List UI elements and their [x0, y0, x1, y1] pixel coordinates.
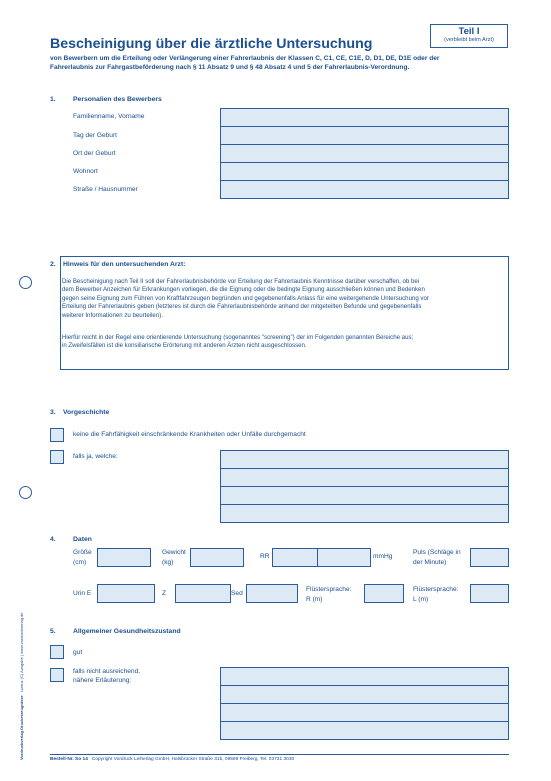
notice-line: dem Bewerber Anzeichen für Erkrankungen vorliegen, die die Eignung oder die bedingte Eignung ausschließen können und Bedenken — [62, 286, 425, 294]
illness-detail-field-3[interactable] — [220, 486, 509, 505]
section-3-title: Vorgeschichte — [63, 409, 110, 416]
blood-pressure-label: RR — [260, 553, 270, 560]
health-good-label: gut — [73, 649, 83, 656]
blood-pressure-unit: mmHg — [373, 553, 393, 560]
birth-date-field[interactable] — [220, 126, 509, 145]
no-illness-checkbox[interactable] — [50, 428, 64, 442]
label-residence: Wohnort — [73, 168, 98, 175]
margin-brand-text: Vordruckverlag Druckerzeugnisse — [19, 695, 24, 760]
pulse-field[interactable] — [470, 548, 509, 567]
health-insufficient-label-line2: nähere Erläuterung: — [73, 677, 132, 684]
footer-rule — [50, 754, 509, 755]
notice-line: Die Bescheinigung nach Teil II soll der Fahrerlaubnisbehörde vor Erteilung der Fahrerlaubnis Kenntnisse darüber verschaffen, ob bei — [62, 278, 420, 285]
punch-hole-bottom — [19, 486, 32, 499]
health-detail-field-1[interactable] — [220, 667, 509, 686]
illness-detail-field-2[interactable] — [220, 468, 509, 487]
pulse-label-line1: Puls (Schläge in — [413, 549, 461, 556]
copyright-text: Copyright Vordruck Leiherlag GmbH, Halsbrücker Straße 31b, 09599 Freiberg, Tel. 03731 3030 — [91, 757, 295, 762]
whisper-right-label-line1: Flüstersprache: — [306, 586, 352, 593]
urine-sed-label: Sed — [231, 590, 243, 597]
health-insufficient-label-line1: falls nicht ausreichend, — [73, 668, 141, 675]
order-number: Bestell-Nr. So 14 — [50, 757, 88, 762]
illness-detail-field-1[interactable] — [220, 450, 509, 469]
weight-unit: (kg) — [162, 559, 174, 566]
section-5-number: 5. — [50, 628, 56, 635]
urine-z-label: Z — [162, 590, 167, 597]
doctor-notice-paragraph-2 — [62, 334, 413, 351]
section-1-title: Personalien des Bewerbers — [73, 96, 162, 103]
footer — [50, 757, 294, 762]
urine-e-label: Urin E — [73, 590, 92, 597]
pulse-label-line2: der Minute) — [413, 559, 447, 566]
health-detail-field-3[interactable] — [220, 703, 509, 722]
birth-place-field[interactable] — [220, 144, 509, 163]
label-street: Straße / Hausnummer — [73, 186, 138, 193]
urine-sed-field[interactable] — [246, 584, 298, 603]
part-label: Teil I — [458, 26, 480, 37]
page-title: Bescheinigung über die ärztliche Untersuchung — [50, 36, 373, 52]
illness-yes-checkbox[interactable] — [50, 450, 64, 464]
whisper-left-label-line1: Flüstersprache: — [413, 586, 459, 593]
part-box — [430, 24, 508, 48]
health-insufficient-checkbox[interactable] — [50, 668, 64, 682]
notice-line: Erteilung der Fahrerlaubnis geben (letzteres ist durch die Fahrerlaubnisbehörde anhand der mitgeteilten Befunde und gegebenenfalls — [62, 303, 422, 311]
urine-z-field[interactable] — [175, 584, 231, 603]
weight-field[interactable] — [190, 548, 244, 567]
no-illness-label: keine die Fahrfähigkeit einschränkende Krankheiten oder Unfälle durchgemacht — [73, 431, 306, 438]
illness-yes-label: falls ja, welche: — [73, 453, 118, 460]
part-note: (verbleibt beim Arzt) — [444, 37, 494, 43]
margin-note-text: Lizenz (C) Ausgabe | www.vordruckverlag.de — [19, 612, 24, 693]
section-3-number: 3. — [50, 409, 56, 416]
health-good-checkbox[interactable] — [50, 645, 64, 659]
label-birth-date: Tag der Geburt — [73, 132, 117, 139]
notice-line: gegen seine Eignung zum Führen von Kraftfahrzeugen begründen und gegebenenfalls Anlass für eine weitergehende Untersuchung vor — [62, 294, 429, 302]
weight-label: Gewicht — [162, 549, 186, 556]
height-unit: (cm) — [73, 559, 87, 566]
margin-brand — [19, 613, 24, 761]
street-field[interactable] — [220, 180, 509, 199]
height-label: Größe — [73, 549, 92, 556]
illness-detail-field-4[interactable] — [220, 504, 509, 523]
urine-e-field[interactable] — [97, 584, 155, 603]
label-name: Familienname, Vorname — [73, 113, 145, 120]
page-subtitle-line1: von Bewerbern um die Erteilung oder Verlängerung einer Fahrerlaubnis der Klassen C, C1, CE, C1E, D, D1, DE, D1E oder der — [50, 55, 440, 62]
notice-line: in Zweifelsfällen ist die konsiliarische Erörterung mit anderen Ärzten nicht ausgeschlossen. — [62, 342, 307, 350]
notice-line: Hierfür reicht in der Regel eine orientierende Untersuchung (sogenanntes "screening") der im Folgenden genannten Bereiche aus; — [62, 334, 414, 341]
height-field[interactable] — [97, 548, 151, 567]
punch-hole-top — [19, 276, 32, 289]
whisper-left-field[interactable] — [470, 584, 509, 603]
name-field[interactable] — [220, 108, 509, 127]
page-subtitle-line2: Fahrerlaubnis zur Fahrgastbeförderung nach § 11 Absatz 9 und § 48 Absatz 4 und 5 der Fahrerlaubnis-Verordnung. — [50, 64, 410, 71]
health-detail-field-2[interactable] — [220, 685, 509, 704]
notice-line: weiterer Informationen zu beurteilen). — [62, 311, 163, 319]
residence-field[interactable] — [220, 162, 509, 181]
doctor-notice-title: Hinweis für den untersuchenden Arzt: — [63, 261, 186, 268]
whisper-right-label-line2: R (m) — [306, 596, 323, 603]
label-birth-place: Ort der Geburt — [73, 150, 116, 157]
doctor-notice-box — [60, 256, 509, 370]
health-detail-field-4[interactable] — [220, 721, 509, 740]
blood-pressure-diastolic-field[interactable] — [317, 548, 371, 567]
section-5-title: Allgemeiner Gesundheitszustand — [73, 628, 181, 635]
whisper-left-label-line2: L (m) — [413, 596, 429, 603]
whisper-right-field[interactable] — [364, 584, 404, 603]
doctor-notice-paragraph-1 — [62, 278, 429, 320]
section-4-number: 4. — [50, 536, 56, 543]
section-1-number: 1. — [50, 96, 56, 103]
section-2-number: 2. — [50, 261, 56, 268]
section-4-title: Daten — [73, 536, 92, 543]
